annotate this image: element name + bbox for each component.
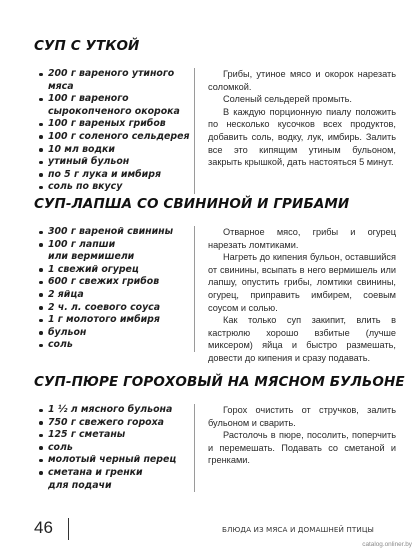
footer-divider [68,518,69,540]
ingredient-item [34,264,194,277]
ingredient-item [34,276,194,289]
ingredient-line: 750 г свежего гороха [48,416,164,428]
ingredient-line: 1 г молотого имбиря [48,314,160,326]
ingredient-item [34,429,194,442]
recipe-method [208,404,396,467]
ingredient-line: или вермишели [48,251,135,263]
ingredient-line: соль [48,339,73,351]
ingredient-item [34,93,194,118]
ingredient-item [34,327,194,340]
ingredient-line: по 5 г лука и имбиря [48,168,161,180]
ingredient-item [34,68,194,93]
ingredient-item [34,181,194,194]
ingredient-line: 100 г вареного [48,93,129,105]
recipe-title: СУП-ЛАПША СО СВИНИНОЙ И ГРИБАМИ [34,196,350,212]
method-paragraph: Нагреть до кипения бульон, оставшийся от свинины, всыпать в него вермишель или лапшу, опустить грибы, ломтики свинины, огурец, приправить имбирем, соевым соусом и солью. [208,252,396,313]
ingredient-item [34,417,194,430]
recipe-method [208,226,396,365]
ingredient-line: 200 г вареного утиного [48,68,175,79]
method-paragraph: Отварное мясо, грибы и огурец нарезать ломтиками. [208,227,396,250]
ingredient-item [34,118,194,131]
ingredient-item [34,156,194,169]
ingredient-line: 125 г сметаны [48,429,126,441]
page-number: 46 [34,518,53,537]
ingredient-line: молотый черный перец [48,454,177,466]
ingredient-item [34,131,194,144]
ingredient-item [34,289,194,302]
method-paragraph: Горох очистить от стручков, залить бульоном и сварить. [208,405,396,428]
ingredient-line: соль [48,441,73,453]
recipe-method [208,68,396,169]
ingredient-item [34,314,194,327]
ingredient-line: соль по вкусу [48,181,123,193]
ingredient-item [34,226,194,239]
ingredient-list [34,68,195,194]
method-paragraph: В каждую порционную пиалу положить по несколько кусочков всех продуктов, добавить соль, водку, лук, имбирь. Залить все это кипящим утиным бульоном, закрыть крышкой, дать настояться 5 минут. [208,106,396,168]
ingredient-line: утиный бульон [48,156,130,168]
running-head: БЛЮДА ИЗ МЯСА И ДОМАШНЕЙ ПТИЦЫ [221,525,374,534]
ingredient-list [34,404,195,492]
recipe-title: СУП С УТКОЙ [34,38,140,54]
ingredient-item [34,144,194,157]
ingredient-item [34,442,194,455]
ingredient-item [34,454,194,467]
ingredient-line: 1 свежий огурец [48,263,139,275]
ingredient-line: бульон [48,326,87,338]
ingredient-item [34,339,194,352]
ingredient-line: сырокопченого окорока [48,105,180,117]
ingredient-line: 100 г вареных грибов [48,118,166,130]
method-paragraph: Растолочь в пюре, посолить, поперчить и перемешать. Подавать со сметаной и гренками. [208,430,396,466]
ingredient-line: 1 ½ л мясного бульона [48,404,173,415]
ingredient-item [34,169,194,182]
ingredient-item [34,404,194,417]
ingredient-item [34,302,194,315]
ingredient-line: 100 г соленого сельдерея [48,130,190,142]
ingredient-line: мяса [48,80,74,92]
page-footer [34,518,396,546]
watermark: catalog.onliner.by [362,541,412,548]
ingredient-list [34,226,195,352]
ingredient-line: 600 г свежих грибов [48,276,160,288]
ingredient-line: сметана и гренки [48,466,143,478]
recipe-title: СУП-ПЮРЕ ГОРОХОВЫЙ НА МЯСНОМ БУЛЬОНЕ [34,374,405,390]
ingredient-item [34,239,194,264]
ingredient-line: 300 г вареной свинины [48,226,174,237]
ingredient-line: 2 ч. л. соевого соуса [48,301,161,313]
method-paragraph: Грибы, утиное мясо и окорок нарезать соломкой. [208,69,396,92]
method-paragraph: Как только суп закипит, влить в кастрюлю хорошо взбитые (лучше миксером) яйца и быстро размешать, довести до кипения и сразу подавать. [208,315,396,363]
ingredient-item [34,467,194,492]
method-paragraph: Соленый сельдерей промыть. [223,94,352,105]
ingredient-line: 100 г лапши [48,238,116,250]
ingredient-line: для подачи [48,479,112,491]
ingredient-line: 2 яйца [48,288,84,300]
ingredient-line: 10 мл водки [48,143,115,155]
